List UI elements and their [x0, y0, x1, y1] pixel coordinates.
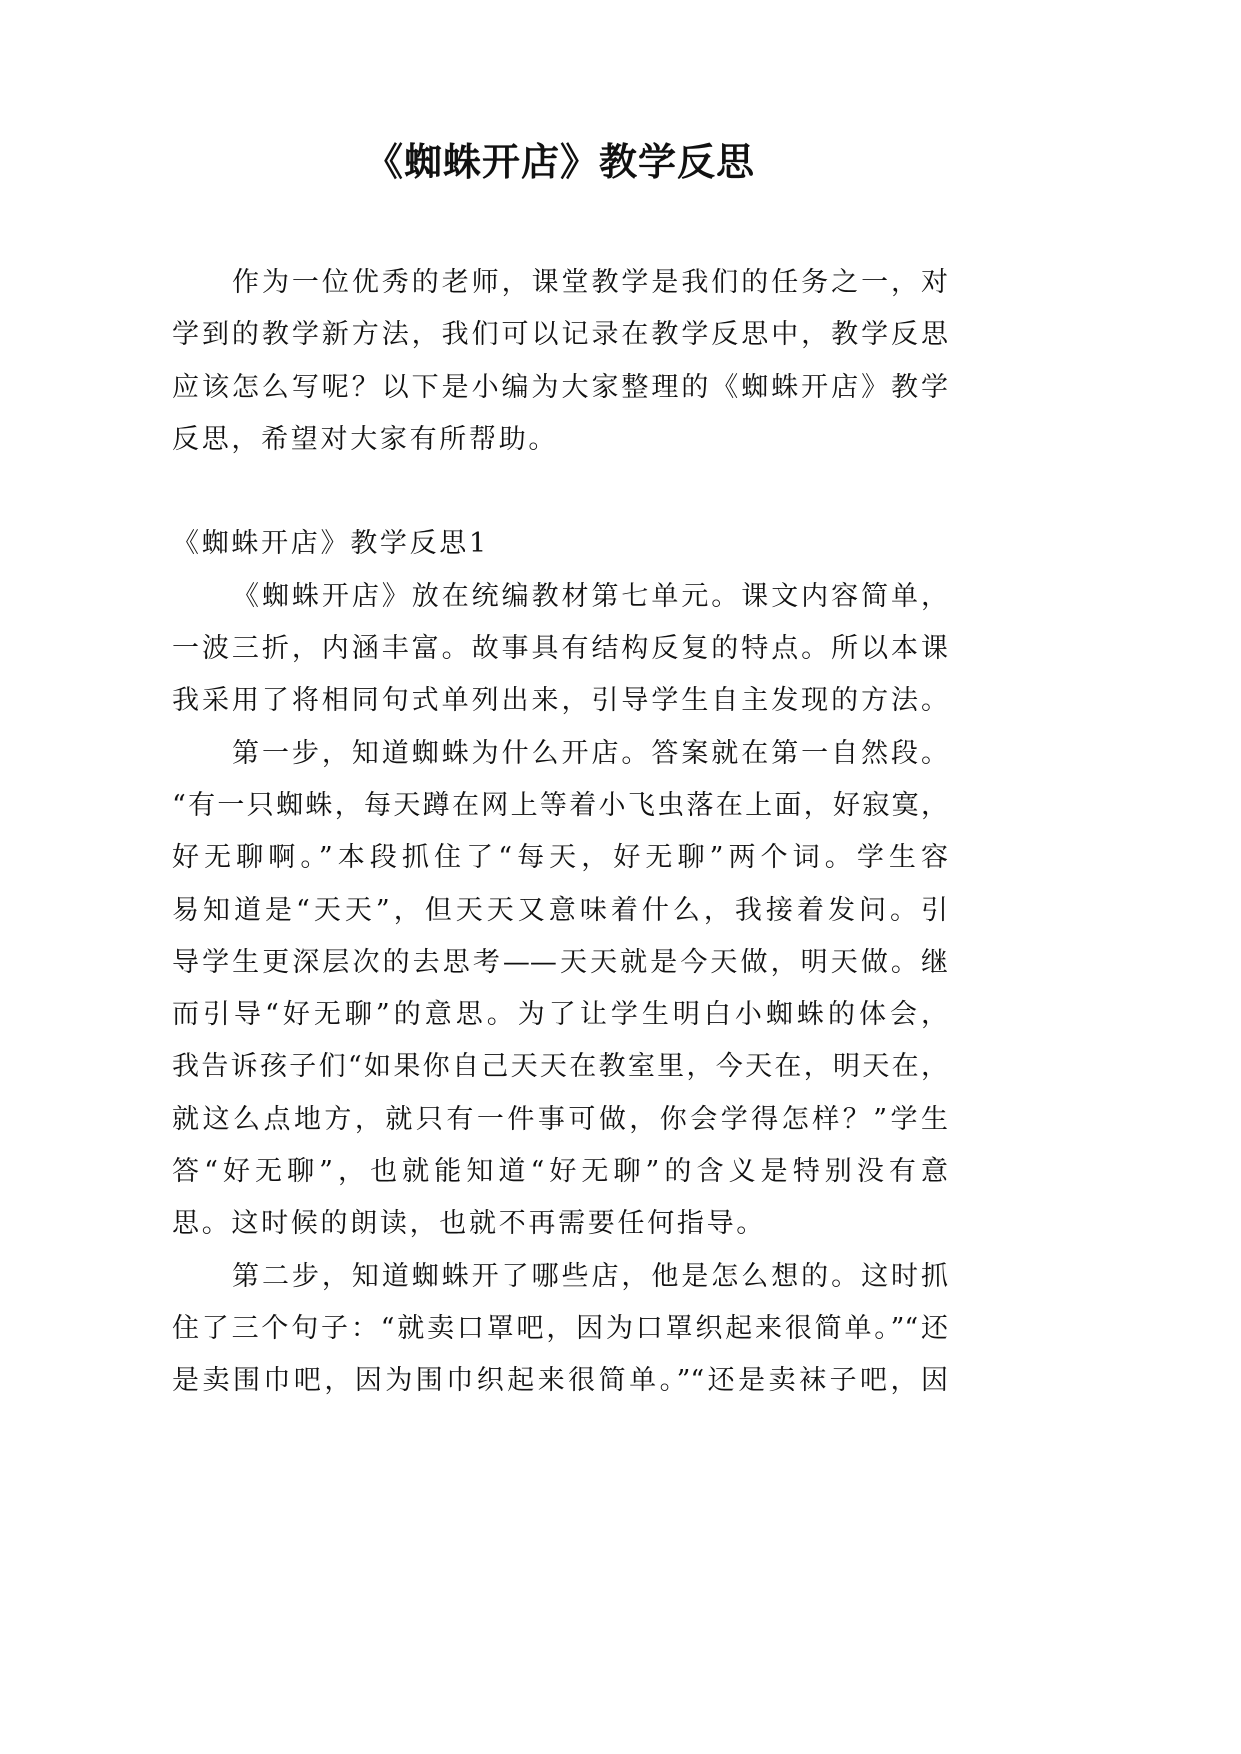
paragraph-line: 我采用了将相同句式单列出来，引导学生自主发现的方法。 [172, 685, 948, 717]
paragraph-line: 导学生更深层次的去思考——天天就是今天做，明天做。继 [172, 946, 948, 978]
paragraph-line: 学到的教学新方法，我们可以记录在教学反思中，教学反思 [172, 319, 948, 351]
paragraph-line: “有一只蜘蛛，每天蹲在网上等着小飞虫落在上面，好寂寞， [172, 789, 948, 821]
paragraph-line: 是卖围巾吧，因为围巾织起来很简单。”“还是卖袜子吧，因 [172, 1365, 948, 1397]
body-paragraph [172, 728, 948, 1251]
paragraph-line: 而引导“好无聊”的意思。为了让学生明白小蜘蛛的体会， [172, 999, 948, 1031]
section-heading: 《蜘蛛开店》教学反思1 [172, 528, 489, 560]
paragraph-line: 思。这时候的朗读，也就不再需要任何指导。 [172, 1208, 766, 1240]
paragraph-line: 就这么点地方，就只有一件事可做，你会学得怎样？”学生 [172, 1103, 948, 1135]
body-paragraph [172, 1251, 948, 1408]
paragraph-line: 《蜘蛛开店》放在统编教材第七单元。课文内容简单， [232, 580, 948, 612]
text-column [172, 136, 948, 1408]
paragraph-line: 反思，希望对大家有所帮助。 [172, 423, 559, 455]
paragraph-line: 一波三折，内涵丰富。故事具有结构反复的特点。所以本课 [172, 633, 948, 665]
paragraph-line: 答“好无聊”，也就能知道“好无聊”的含义是特别没有意 [172, 1156, 948, 1188]
blank-line [172, 466, 948, 518]
paragraph-line: 好无聊啊。”本段抓住了“每天，好无聊”两个词。学生容 [172, 842, 948, 874]
paragraph-line: 我告诉孩子们“如果你自己天天在教室里，今天在，明天在， [172, 1051, 948, 1083]
body-paragraph [172, 571, 948, 728]
paragraph-line: 第一步，知道蜘蛛为什么开店。答案就在第一自然段。 [232, 737, 948, 769]
paragraph-line: 作为一位优秀的老师，课堂教学是我们的任务之一，对 [232, 267, 948, 298]
paragraph-line: 应该怎么写呢？以下是小编为大家整理的《蜘蛛开店》教学 [172, 371, 948, 403]
paragraph-line: 第二步，知道蜘蛛开了哪些店，他是怎么想的。这时抓 [232, 1260, 948, 1292]
intro-paragraph [172, 257, 948, 466]
paragraph-line: 易知道是“天天”，但天天又意味着什么，我接着发问。引 [172, 894, 948, 926]
paragraph-line: 住了三个句子：“就卖口罩吧，因为口罩织起来很简单。”“还 [172, 1312, 948, 1344]
document-title: 《蜘蛛开店》教学反思 [364, 139, 755, 184]
